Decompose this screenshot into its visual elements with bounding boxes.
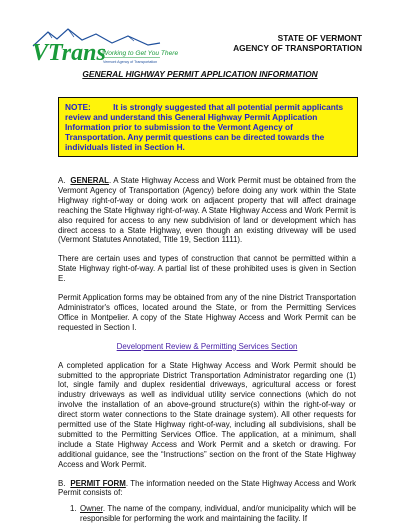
list-item-text: . The name of the company, individual, and/or municipality which will be responsible for performing the work and maintaining the facility. If: [80, 504, 356, 524]
agency-name: AGENCY OF TRANSPORTATION: [233, 43, 362, 53]
logo-subtitle: Vermont Agency of Transportation: [103, 60, 158, 64]
completed-paragraph: A completed application for a State Highway Access and Work Permit should be submitted to the appropriate District Transportation Administrator regarding one (1) lot, single family and duplex residential driveways, agricultural access or forest industry driveways as well as individual utility service connections (which do not involve the installation of an above-ground structure(s) within the right-of-way or direct storm water connections to the State drainage system). All other requests for permitted use of the State Highway right-of-way, including all subdivisions, shall be submitted to the Permitting Services Office. The application, at a minimum, shall include a State Highway Access and Work Permit and a sketch or drawing. For additional guidance, see the “Instructions” section on the front of the State Highway Access and Work Permit.: [58, 360, 356, 469]
note-label: NOTE:: [65, 102, 91, 112]
section-permit-form: [58, 479, 356, 499]
list-item-term: Owner: [80, 504, 103, 514]
permitting-section-link[interactable]: Development Review & Permitting Services Section: [116, 341, 298, 351]
agency-block: [233, 33, 362, 53]
agency-state: STATE OF VERMONT: [277, 33, 362, 43]
permit-form-list: [58, 504, 356, 524]
list-item-number: 1.: [70, 504, 77, 514]
note-text: It is strongly suggested that all potential permit applicants review and understand this General Highway Permit Application Information prior to submission to the Vermont Agency of Transportation. Any permit questions can be directed towards the individuals listed in Section H.: [65, 102, 344, 152]
document-body: [58, 176, 356, 524]
vtrans-logo: [30, 26, 179, 68]
section-general-heading: GENERAL: [70, 176, 109, 185]
prohibited-paragraph: There are certain uses and types of construction that cannot be permitted within a State Highway right-of-way. A partial list of these prohibited uses is given in Section E.: [58, 254, 356, 284]
logo-wordmark: VTrans: [32, 40, 106, 66]
list-item: [70, 504, 356, 524]
section-form-prefix: B.: [58, 478, 66, 488]
note-box: [58, 97, 358, 157]
section-form-text: . The information needed on the State Highway Access and Work Permit consists of:: [58, 478, 357, 498]
section-general-text: . A State Highway Access and Work Permit must be obtained from the Vermont Agency of Transportation (Agency) before doing any work within the State Highway right-of-way or doing work on adjacent property that will affect drainage reaching the State Highway right-of-way. A State Highway Access and Work Permit is also required for access to any new subdivision of land or development which has direct access to a State Highway, even though an existing driveway will be used (Vermont Statutes Annotated, Title 19, Section 1111).: [58, 176, 356, 245]
logo-slogan: Working to Get You There: [102, 50, 179, 57]
document-title: GENERAL HIGHWAY PERMIT APPLICATION INFORMATION: [82, 69, 318, 79]
section-general: [58, 176, 356, 245]
section-general-prefix: A.: [58, 176, 66, 185]
forms-paragraph: Permit Application forms may be obtained from any of the nine District Transportation Administrator's offices, located around the State, or from the Permitting Services Office in Montpelier. A copy of the State Highway Access and Work Permit can be requested in Section I.: [58, 293, 356, 332]
section-form-heading: PERMIT FORM: [70, 478, 126, 488]
